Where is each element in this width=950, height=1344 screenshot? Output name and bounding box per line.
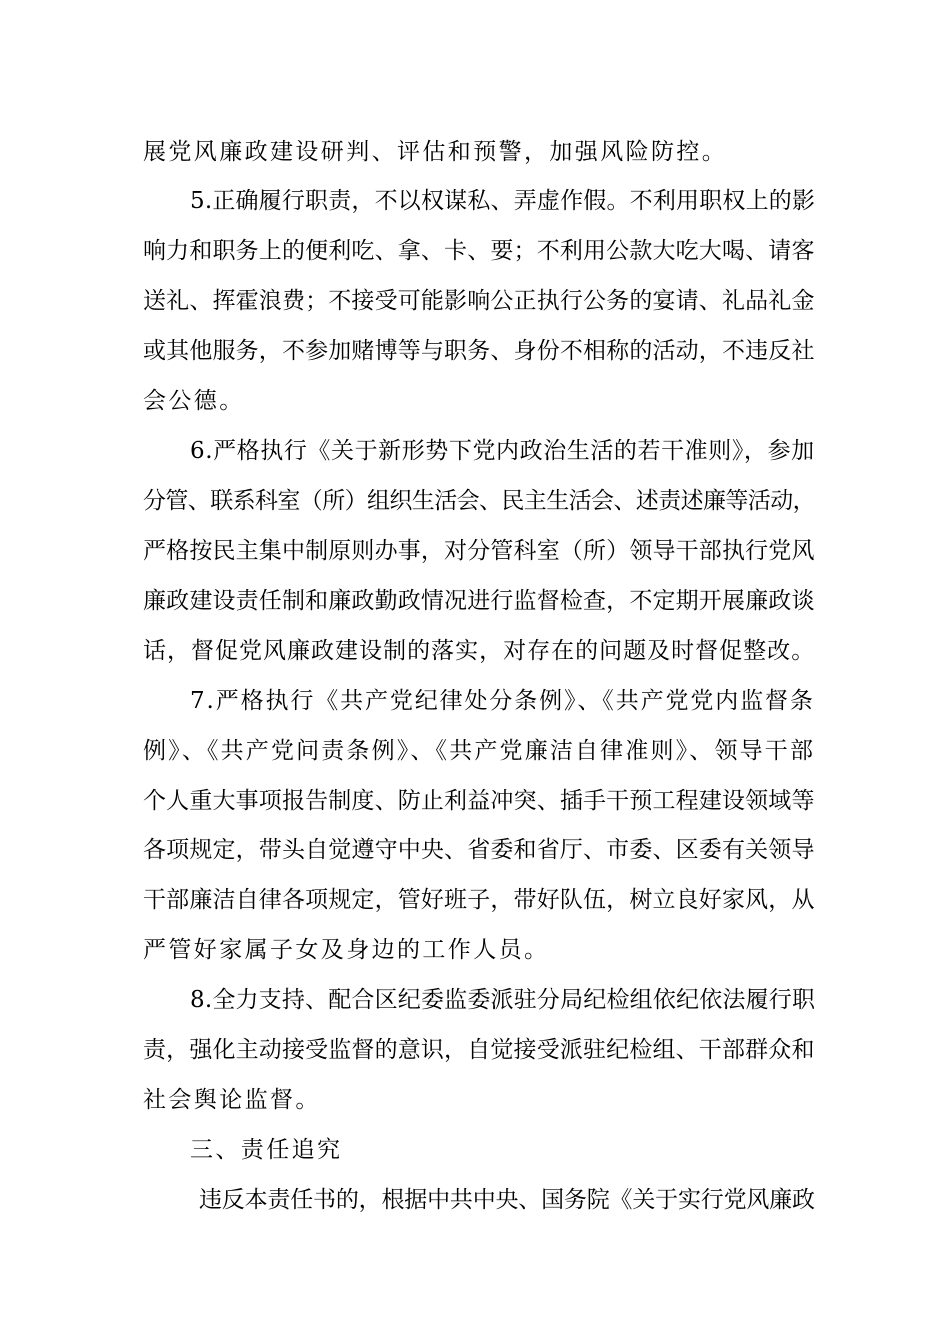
section-heading-accountability: 三、责任追究 [190,1137,343,1163]
text-line-3: 响力和职务上的便利吃、拿、卡、要；不利用公款大吃大喝、请客 [143,238,815,264]
text-line-17: 严管好家属子女及身边的工作人员。 [143,937,550,963]
text-line-6: 会公德。 [143,388,245,414]
text-line-19: 责，强化主动接受监督的意识，自觉接受派驻纪检组、干部群众和 [143,1037,815,1063]
text-line-1: 展党风廉政建设研判、评估和预警，加强风险防控。 [143,139,728,165]
text-line-20: 社会舆论监督。 [143,1087,321,1113]
text-line-11: 话，督促党风廉政建设制的落实，对存在的问题及时督促整改。 [143,638,816,664]
text-line-12: 7.严格执行《共产党纪律处分条例》、《共产党党内监督条 [190,688,815,714]
text-line-7: 6.严格执行《关于新形势下党内政治生活的若干准则》，参加 [190,438,815,464]
text-line-4: 送礼、挥霍浪费；不接受可能影响公正执行公务的宴请、礼品礼金 [143,288,815,314]
text-line-10: 廉政建设责任制和廉政勤政情况进行监督检查，不定期开展廉政谈 [143,588,815,614]
text-line-22: 违反本责任书的，根据中共中央、国务院《关于实行党风廉政 [199,1187,815,1213]
text-line-13: 例》、《共产党问责条例》、《共产党廉洁自律准则》、领导干部 [143,738,816,764]
text-line-2: 5.正确履行职责，不以权谋私、弄虚作假。不利用职权上的影 [190,188,816,214]
text-line-9: 严格按民主集中制原则办事，对分管科室（所）领导干部执行党风 [143,538,815,564]
text-line-18: 8.全力支持、配合区纪委监委派驻分局纪检组依纪依法履行职 [190,987,816,1013]
text-line-15: 各项规定，带头自觉遵守中央、省委和省厅、市委、区委有关领导 [143,837,815,863]
text-line-8: 分管、联系科室（所）组织生活会、民主生活会、述责述廉等活动， [143,488,816,514]
text-line-16: 干部廉洁自律各项规定，管好班子，带好队伍，树立良好家风，从 [143,887,815,913]
text-line-5: 或其他服务，不参加赌博等与职务、身份不相称的活动，不违反社 [143,338,815,364]
text-line-14: 个人重大事项报告制度、防止利益冲突、插手干预工程建设领域等 [143,788,815,814]
